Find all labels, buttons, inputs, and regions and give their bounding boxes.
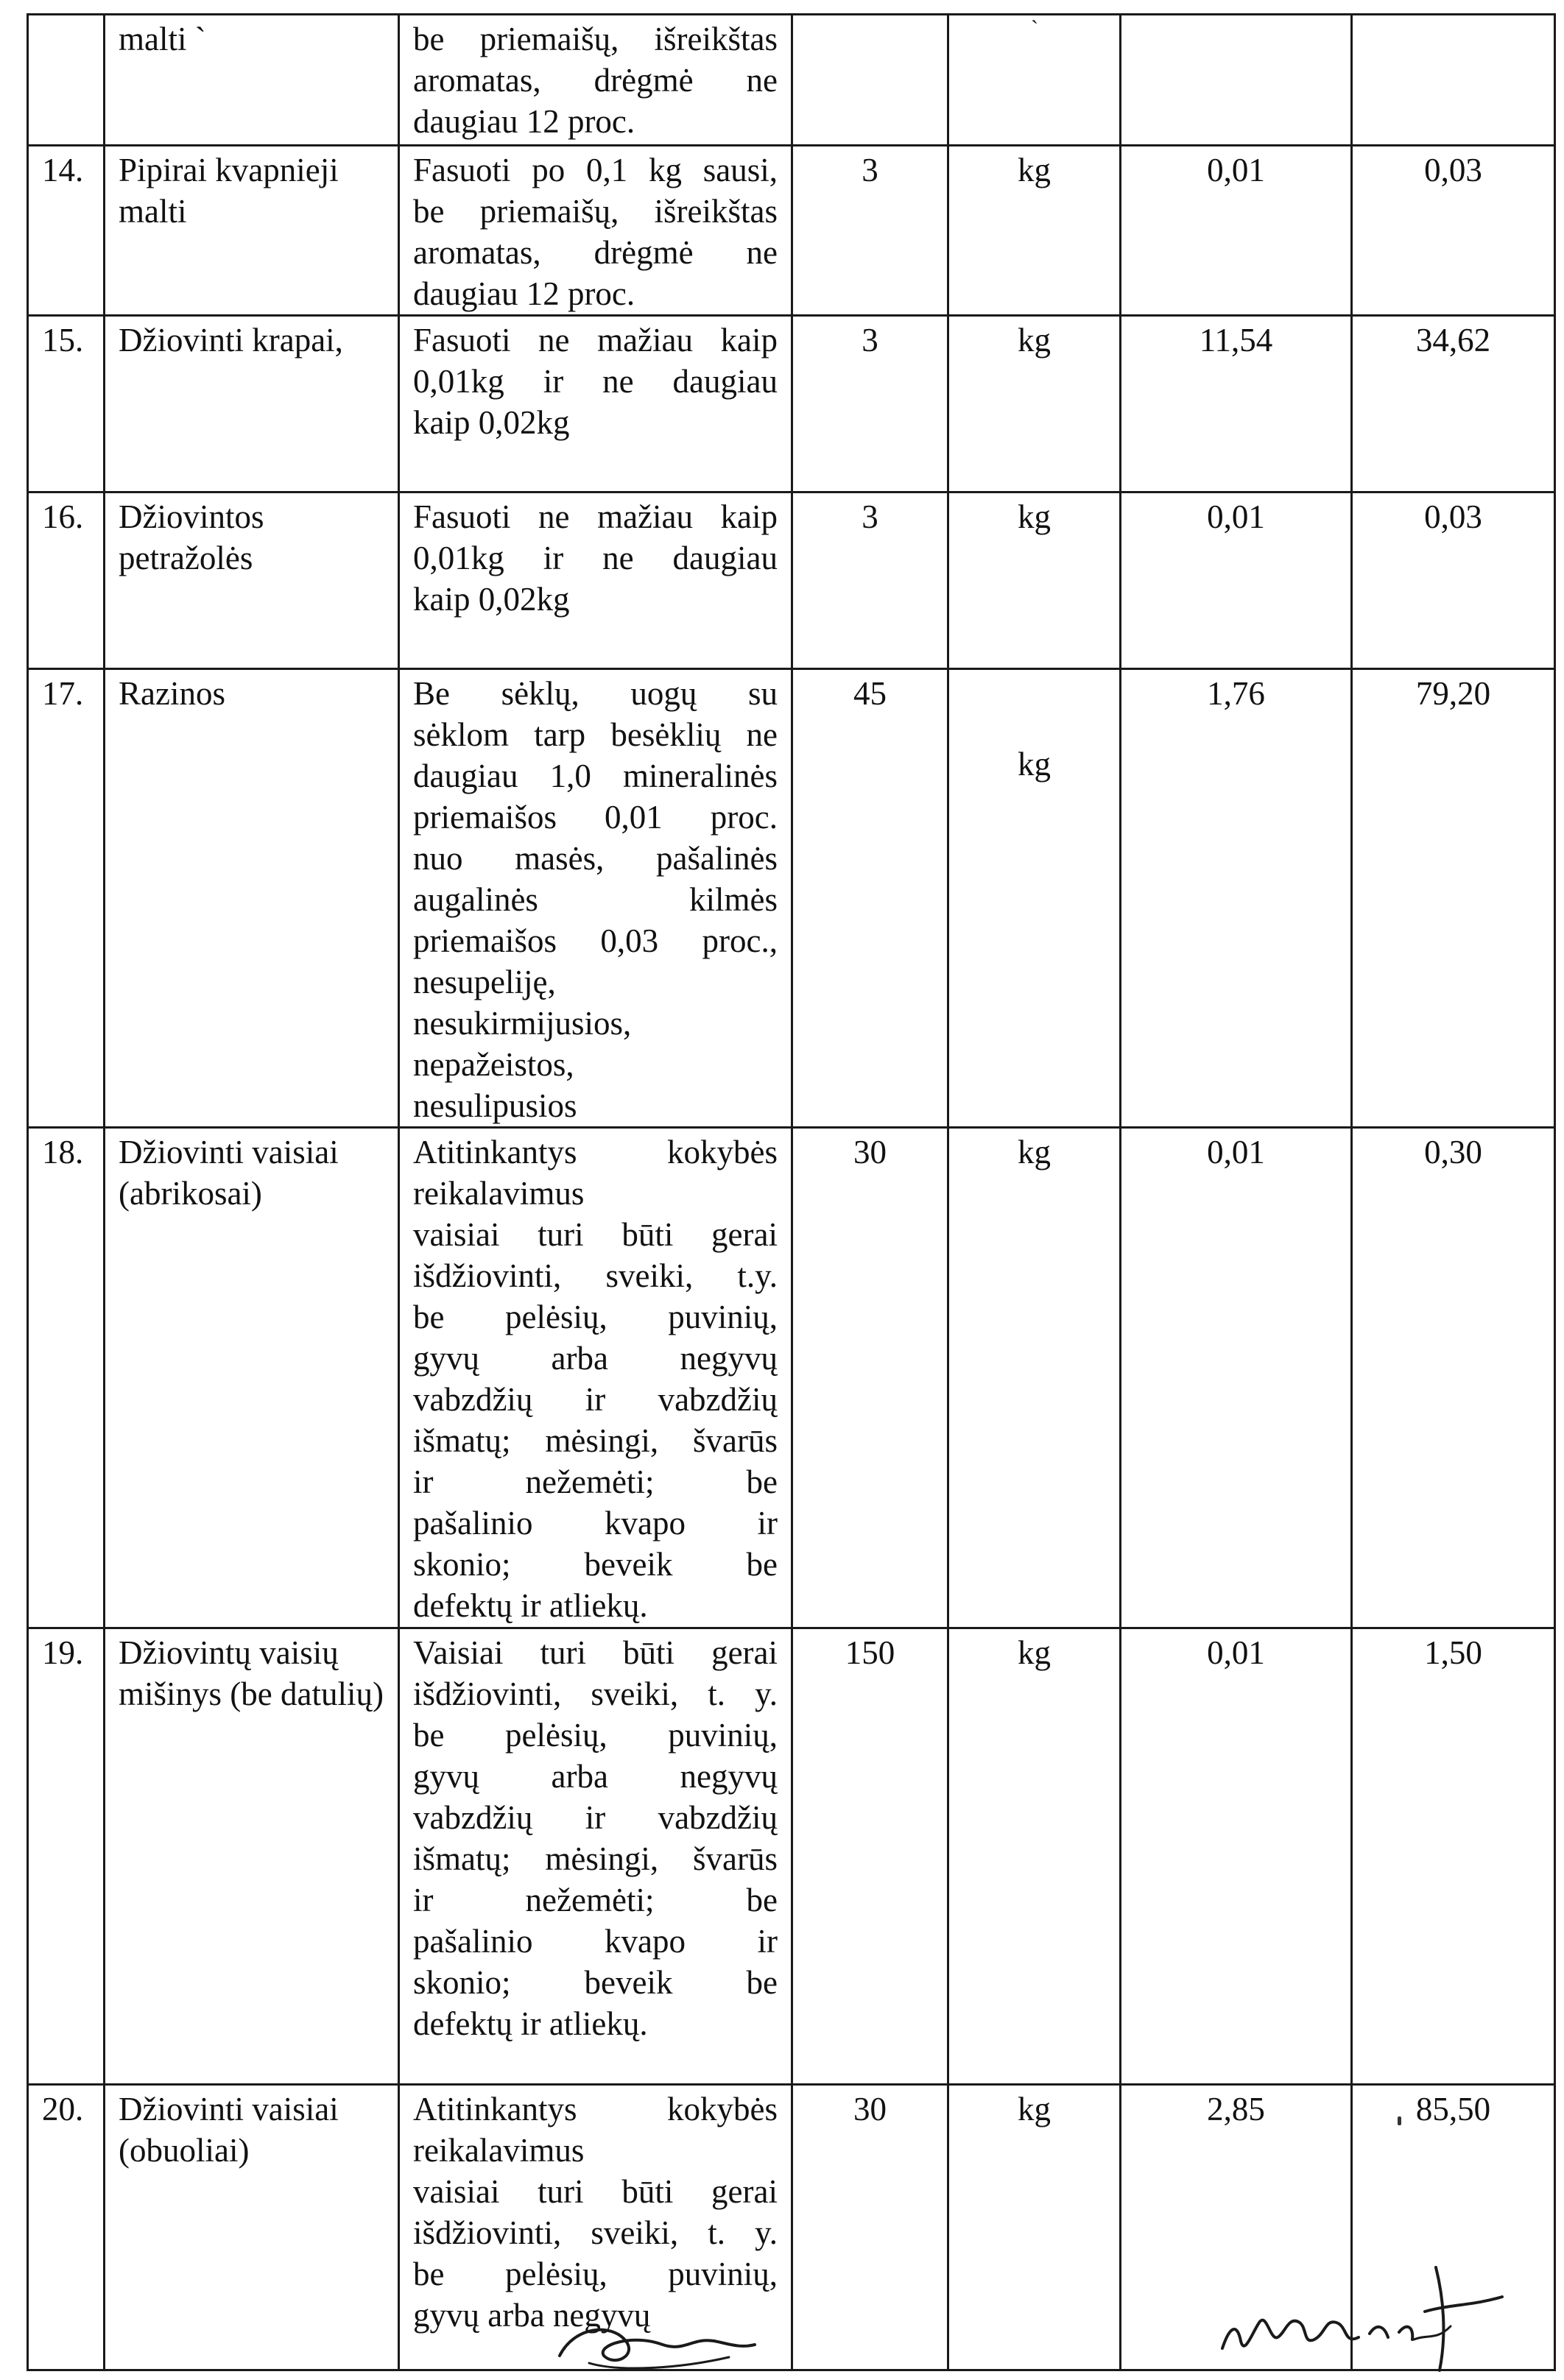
product-name: Pipirai kvapnieji malti [105, 146, 399, 316]
product-name: Džiovinti vaisiai (obuoliai) [105, 2085, 399, 2370]
quantity-cell: 3 [792, 492, 948, 669]
table-row [28, 492, 1555, 669]
total-sum-cell: 0,30 [1352, 1128, 1555, 1628]
description-line: išmatų; mėsingi, švarūs [413, 1840, 778, 1877]
description-line: reikalavimus [413, 2132, 585, 2169]
quantity-cell: 3 [792, 316, 948, 492]
description-line: nesupeliję, [413, 964, 556, 1000]
description-line: kaip 0,02kg [413, 404, 570, 441]
table-row [28, 1628, 1555, 2085]
product-name: Džiovintos petražolės [105, 492, 399, 669]
table-body [28, 15, 1555, 2370]
description-line: išdžiovinti, sveiki, t. y. [413, 2214, 778, 2251]
table-row [28, 15, 1555, 146]
row-number: 17. [28, 669, 105, 1128]
description-line: Fasuoti ne mažiau kaip [413, 322, 778, 359]
description-line: gyvų arba negyvų [413, 1758, 778, 1795]
unit-cell: kg [948, 146, 1121, 316]
description-line: vaisiai turi būti gerai [413, 2173, 778, 2210]
description-line: vaisiai turi būti gerai [413, 1216, 778, 1253]
total-sum-cell: 85,50 [1352, 2085, 1555, 2370]
description-line: be pelėsių, puvinių, [413, 2256, 778, 2292]
description-line: pašalinio kvapo ir [413, 1923, 778, 1960]
description-line: skonio; beveik be [413, 1964, 778, 2001]
description-line: gyvų arba negyvų [413, 2297, 651, 2334]
quantity-cell: 30 [792, 1128, 948, 1628]
signature-right [1215, 2253, 1510, 2378]
table-row [28, 669, 1555, 1128]
description-line: nesukirmijusios, [413, 1005, 632, 1042]
description-line: 0,01kg ir ne daugiau [413, 363, 778, 400]
product-description [399, 15, 792, 146]
product-description [399, 1128, 792, 1628]
description-line: daugiau 12 proc. [413, 275, 635, 312]
description-line: priemaišos 0,03 proc., [413, 922, 778, 959]
description-line: ir nežemėti; be [413, 1463, 778, 1500]
total-sum-cell: 0,03 [1352, 492, 1555, 669]
product-name: Džiovinti vaisiai (abrikosai) [105, 1128, 399, 1628]
description-line: defektų ir atliekų. [413, 2005, 648, 2042]
description-line: aromatas, drėgmė ne [413, 234, 778, 271]
description-line: Fasuoti po 0,1 kg sausi, [413, 152, 778, 188]
signature-left [545, 2312, 766, 2378]
unit-cell: kg [948, 492, 1121, 669]
description-line: ir nežemėti; be [413, 1882, 778, 1918]
description-line: vabzdžių ir vabzdžių [413, 1381, 778, 1418]
unit-price-cell: 0,01 [1121, 1628, 1352, 2085]
total-sum-cell: 1,50 [1352, 1628, 1555, 2085]
quantity-cell: 150 [792, 1628, 948, 2085]
description-line: išmatų; mėsingi, švarūs [413, 1422, 778, 1459]
description-line: 0,01kg ir ne daugiau [413, 540, 778, 576]
unit-cell: kg [948, 316, 1121, 492]
product-description [399, 492, 792, 669]
unit-price-cell: 11,54 [1121, 316, 1352, 492]
row-number: 15. [28, 316, 105, 492]
description-line: Be sėklų, uogų su [413, 675, 778, 712]
product-description [399, 316, 792, 492]
total-sum-cell: 79,20 [1352, 669, 1555, 1128]
description-line: be priemaišų, išreikštas [413, 193, 778, 230]
unit-price-cell: 0,01 [1121, 1128, 1352, 1628]
description-line: be pelėsių, puvinių, [413, 1717, 778, 1754]
description-line: Vaisiai turi būti gerai [413, 1634, 778, 1671]
row-number: 20. [28, 2085, 105, 2370]
stray-mark: ` [1031, 16, 1038, 40]
unit-cell: kg [948, 669, 1121, 1128]
product-description [399, 146, 792, 316]
description-line: vabzdžių ir vabzdžių [413, 1799, 778, 1836]
description-line: sėklom tarp besėklių ne [413, 716, 778, 753]
product-description [399, 1628, 792, 2085]
row-number [28, 15, 105, 146]
row-number: 14. [28, 146, 105, 316]
unit-price-cell [1121, 15, 1352, 146]
unit-price-cell: 2,85 [1121, 2085, 1352, 2370]
unit-price-cell: 1,76 [1121, 669, 1352, 1128]
description-line: gyvų arba negyvų [413, 1340, 778, 1377]
description-line: Fasuoti ne mažiau kaip [413, 498, 778, 535]
total-sum-cell: 0,03 [1352, 146, 1555, 316]
row-number: 19. [28, 1628, 105, 2085]
description-line: be pelėsių, puvinių, [413, 1299, 778, 1335]
description-line: Atitinkantys kokybės [413, 1134, 778, 1170]
description-line: skonio; beveik be [413, 1546, 778, 1583]
product-description [399, 669, 792, 1128]
quantity-cell: 30 [792, 2085, 948, 2370]
description-line: nesulipusios [413, 1087, 577, 1124]
product-name: Džiovintų vaisių mišinys (be datulių) [105, 1628, 399, 2085]
description-line: defektų ir atliekų. [413, 1587, 648, 1624]
total-sum-cell: 34,62 [1352, 316, 1555, 492]
description-line: daugiau 12 proc. [413, 103, 635, 140]
product-name: Razinos [105, 669, 399, 1128]
table-row [28, 1128, 1555, 1628]
description-line: priemaišos 0,01 proc. [413, 799, 778, 836]
product-specification-table [27, 13, 1556, 2371]
row-number: 18. [28, 1128, 105, 1628]
quantity-cell: 3 [792, 146, 948, 316]
description-line: išdžiovinti, sveiki, t. y. [413, 1675, 778, 1712]
unit-cell: kg [948, 1128, 1121, 1628]
description-line: daugiau 1,0 mineralinės [413, 758, 778, 794]
unit-cell: kg [948, 2085, 1121, 2370]
description-line: augalinės kilmės [413, 881, 778, 918]
description-line: nepažeistos, [413, 1046, 574, 1083]
description-line: išdžiovinti, sveiki, t.y. [413, 1257, 778, 1294]
stray-dot [1398, 2116, 1401, 2125]
table-row [28, 316, 1555, 492]
unit-price-cell: 0,01 [1121, 492, 1352, 669]
description-line: nuo masės, pašalinės [413, 840, 778, 877]
product-name: Džiovinti krapai, [105, 316, 399, 492]
description-line: be priemaišų, išreikštas [413, 21, 778, 57]
description-line: kaip 0,02kg [413, 581, 570, 618]
description-line: Atitinkantys kokybės [413, 2091, 778, 2127]
description-line: reikalavimus [413, 1175, 585, 1212]
quantity-cell: 45 [792, 669, 948, 1128]
description-line: aromatas, drėgmė ne [413, 62, 778, 99]
row-number: 16. [28, 492, 105, 669]
quantity-cell [792, 15, 948, 146]
unit-cell: kg [948, 1628, 1121, 2085]
description-line: pašalinio kvapo ir [413, 1505, 778, 1542]
table-row [28, 146, 1555, 316]
product-name: malti ` [105, 15, 399, 146]
unit-price-cell: 0,01 [1121, 146, 1352, 316]
total-sum-cell [1352, 15, 1555, 146]
